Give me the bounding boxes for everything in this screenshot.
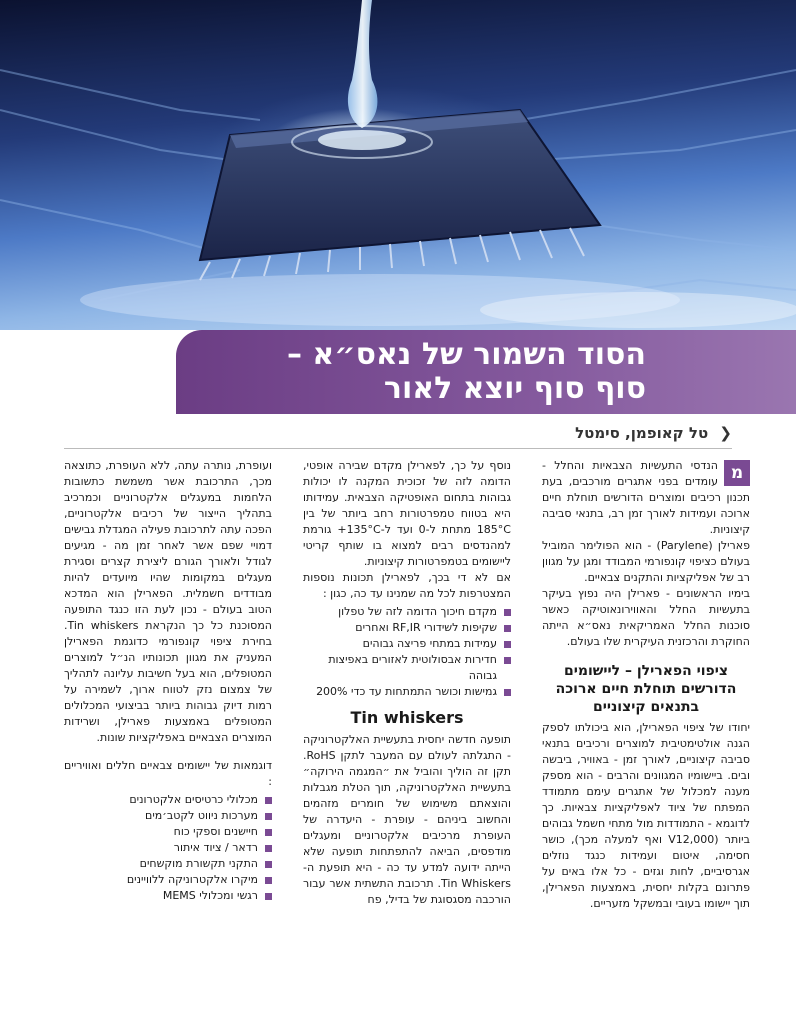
paragraph: דוגמאות של יישומים צבאיים חללים ואוויריים : (64, 759, 272, 788)
properties-list (303, 604, 511, 700)
column-left (64, 458, 272, 1018)
circuit-chip-water-drop-image (0, 0, 796, 330)
section-heading: ציפוי הפארילן – ליישומים הדורשים תוחלת חיים ארוכה בתנאים קיצוניים (555, 663, 737, 715)
list-item: שקיפות לשידורי RF,IR ואחרים (303, 620, 511, 636)
chevron-left-icon: ❮ (719, 424, 732, 442)
page-title (186, 338, 646, 406)
list-item: רדאר / ציוד איתור (64, 840, 272, 856)
hero-image (0, 0, 796, 330)
list-item: עמידות במתחי פריצה גבוהים (303, 636, 511, 652)
applications-list (64, 792, 272, 904)
paragraph: הנדסי התעשיות הצבאיות והחלל - עומדים בפני אתגרים מורכבים, בעת תכנון רכיבים ומוצרים הדורשים תוחלת חיים ארוכה ועמידות לאורך זמן רב, בתנאי סביבה קיצוניות. (542, 459, 750, 536)
list-item: גמישות וכושר התמתחות עד כדי 200% (303, 684, 511, 700)
paragraph: נוסף על כך, לפארילן מקדם שבירה אופטי, הדומה לזה של זכוכית המקנה לו יכולות גבוהות בתחום האופטיקה הצבאית. עמידותו היא בטווח טמפרטורות רחב ביותר של בין 185°C מתחת ל-0 ועד ל-135°C+ גורמת למהנדסים רבים למצוא בו שותף קריטי ליישומים בטמפרטורות קיצוניות. (303, 459, 511, 568)
paragraph: תופעה חדשה יחסית בתעשיית האלקטרוניקה - התגלתה לעולם עם המעבר לתקן RoHS. תקן זה הוליך והוביל את ״המגמה הירוקה״ בתעשיית האלקטרוניקה, תוך הטלת מגבלות והוצאתם משימוש של חומרים מזהמים והחשוב ביניהם - עופרת - היעדרה של העופרת מרכיבים אלקטרוניים ומעגלים מודפסים, הביאה להתפתחות תופעה שלא הייתה ידועה למדע עד כה - היא תופעת ה-Tin Whiskers. תרכובת התשתית אשר עבור הורכבה מסגסוגת של בדיל, פח (303, 733, 511, 906)
drop-cap: מ (724, 460, 750, 486)
paragraph: אם לא די בכך, לפארילן תכונות נוספות המצטרפות לכל מה שמנינו עד כה, כגון : (303, 571, 511, 600)
paragraph: פארילן (Parylene) - הוא הפולימר המוביל בעולם כציפוי קונפורמי המבודד ומגן על מגוון רב של אפליקציות והתקנים צבאיים. (542, 539, 750, 584)
title-line-1: הסוד השמור של נאס״א – (286, 337, 646, 372)
list-item: חיישנים וספקי כוח (64, 824, 272, 840)
column-middle (303, 458, 511, 1018)
list-item: מכלולי כרטיסים אלקטרונים (64, 792, 272, 808)
paragraph: יחודו של ציפוי הפארילן, הוא ביכולתו לספק הגנה אולטימטיבית למוצרים ורכיבים בתנאי סביבה קיצוניים, לאורך זמן - באוויר, ביבשה ובים. ביישומיו המגוונים והרבים - הוא מספק מענה למכלול של אתגרים עימם מתמודד המפתח של ציוד לאפליקציות צבאיות. כך לדוגמא - התמודדות מול מתחי חשמל גבוהים ביותר (V12,000 ואף למעלה מכך), כושר חסימה, איטום ועמידות כנגד נוזלים אגרסיביים, לחות וגזים - כל אלו באים על פתרונם בקלות יחסית, באמצעות הפארילן, תוך יישומו בעובי ובמשקל מזעריים. (542, 721, 750, 910)
list-item: מקדם חיכוך הדומה לזה של טפלון (303, 604, 511, 620)
title-line-2: סוף סוף יוצא לאור (383, 371, 646, 406)
paragraph: ועופרת, נותרה עתה, ללא העופרת, כתוצאה מכך, התרכובת אשר משמשת כתשובות הלחמות במעגלים אלקטרוניים וכמרכיב בתהליך הייצור של רכיבים אלקטרוניים, הפכה עתה לתרכובת פעילה המגדלת גבישים דמויי שפם אשר לאחר זמן מה - מגיעים לגודל ולאורך הגורם ליצירת קצרים וסגירת מעגלים במקומות שהיו מיועדים להיות מבודדים חשמלית. הפארילן הוא המדכא הטוב בעולם - נכון לעת הזו כנגד התופעה המסוכנת כל כך הנקראת Tin whiskers. בחירת ציפוי קונפורמי כדוגמת הפארילן המעניק את מגוון תכונותיו הנ״ל למוצרים המטופלים, הוא בעל חשיבות עליונה לתהליך של צמצום נזק לטווח ארוך, לשמירה על רמות דיוק גבוהות ביותר בביצועי המכלולים המטופלים באמצעות פארילן, ושרידות המוצרים הצבאיים באפליקציות שונות. (64, 459, 272, 744)
list-item: רגשי ומכלולי MEMS (64, 888, 272, 904)
list-item: התקני תקשורת מוקשחים (64, 856, 272, 872)
paragraph: בימיו הראשונים - פארילן היה נפוץ בעיקר בתעשיות החלל והאווירונאוטיקה כאשר סוכנות החלל האמריקאית נאס״א הייתה החוקרת והרכזנית העיקרית שלו בעולם. (542, 587, 750, 648)
divider (64, 448, 732, 449)
list-item: חדירות אבסולוטית לאזורים באפיצות גבוהה (303, 652, 511, 684)
author-name: טל קאופמן, סימטל (575, 424, 709, 442)
byline (432, 424, 732, 442)
section-heading: Tin whiskers (350, 708, 464, 727)
list-item: מיקרו אלקטרוניקה ללוויינים (64, 872, 272, 888)
list-item: מערכות ניווט לקטב׳מים (64, 808, 272, 824)
column-right (542, 458, 750, 1018)
